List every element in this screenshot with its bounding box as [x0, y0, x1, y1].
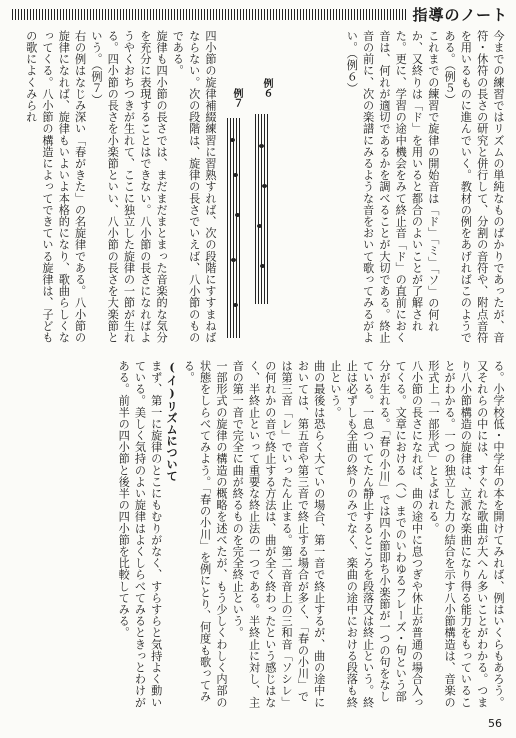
- page-number: 56: [488, 717, 502, 730]
- paragraph-haru-ga-kita: 右の例はなじみ深い「春がきた」の名旋律である。八小節の旋律になれば、旋律もいよいよ本格的になり、歌曲らしくなってくる。八小節の構造によってできている旋律は、子どもの歌によくみられ: [24, 30, 87, 344]
- note: [260, 264, 265, 268]
- note: [231, 258, 236, 262]
- page-header: [12, 4, 508, 26]
- paragraph-next-stage: 四小節の旋律補綴練習に習熟すれば、次の段階にすすまねばならない。次の段階は、旋律の長さでいえば、八小節のものである。: [171, 30, 217, 344]
- note: [262, 184, 267, 188]
- lower-form-text: [8, 360, 506, 710]
- paragraph-half-cadence: 曲の最後は恐らく大ていの場合、第一音で終止するが、曲の途中においては、第五音や第三音で終止する場合が多く、「春の小川」では第三音「レ」でいったん止まる。第二音音上の三和音「ソシレ」の何れかの音で終止する方法は、曲が全く終わったという感じはなく、半終止といって重要な終止法の一つである。半終止に対し、主音の第一音で完全に曲が終るものを完全終止という。: [231, 360, 326, 708]
- example-6-staff: [255, 114, 271, 304]
- paragraph-cadence: これまでの練習で旋律の開始音は「ド」「ミ」「ソ」の何れか、又終りは「ド」を用いると都合のよいことが了解された。更に、学習の途中機会をみて終止音「ド」の直前におく音は、何れが適切であるかを調べることが大切である。終止音の前に、次の楽譜にみるような音をおいて歌ってみるがよい。（例６）: [345, 30, 440, 344]
- note: [233, 173, 238, 177]
- header-decoration: [12, 9, 412, 20]
- note: [259, 144, 264, 148]
- paragraph-phrase-cadence: 八小節の長さになれば、曲の途中に息つぎや休止が普通の場合入ってくる。文章における（、）までのいわゆるフレーズ・句という部分が生れる。「春の小川」では四小節即ち小楽節が一つの句をなしている。一息ついてたん静止するところを段落又は終止という。終止は必ずしも全曲の終りのみでなく、楽曲の途中における段落も終止という。: [329, 360, 424, 708]
- upper-eight-bar-text: [8, 30, 218, 348]
- paragraph-one-part-form: る。小学校低・中学年の本を開けてみれば、例はいくらもあろう。又それらの中には、すぐれた歌曲が大へん多いことがわかる。つまり八小節構造の旋律は、立派な楽曲になり得る能力をもっていることがわかる。一つの独立した力の結合を示す八小節構造は、音楽の形式上「一部形式」とよばれる。: [426, 360, 505, 708]
- example-6-label: 例６: [261, 78, 272, 98]
- paragraph-melody-analysis: まず、第一に旋律のとこにもむりがなく、すらすらと気持よく動いている。美しく気持のよい旋律はよくしらべてみるときっとわけがある。前半の四小節と後半の四小節を比較してみる。: [117, 360, 163, 708]
- upper-intro-text: [292, 30, 506, 348]
- note: [235, 213, 240, 217]
- note: [230, 138, 235, 142]
- music-examples: [221, 78, 277, 340]
- example-7-label: 例７: [231, 88, 242, 108]
- paragraph-structure: 一部形式の旋律の構造の概略を述べたが、もう少しくわしく内部の状態をしらべてみよう。「春の小川」を例にとり、何度も歌ってみる。: [182, 360, 228, 708]
- note: [233, 303, 238, 307]
- header-title: 指導のノート: [406, 4, 508, 25]
- paragraph-rhythm: 今までの練習ではリズムの単純なものばかりであったが、音符・休符の長さの研究と併行して、分割の音符や、附点音符を用いるものに進んでいく。教材の例をあげればこのようである。（例５）: [443, 30, 505, 344]
- section-heading-rhythm: (イ)リズムについて: [165, 360, 180, 482]
- paragraph-phrase: 旋律も四小節の長さでは、まだまだまとまった音楽的な気分を充分に表現することはできない。八小節の長さになればようやくおちつきが生れて、ここに独立した旋律の一節が生れる。四小節の長さを小楽節といい、八小節の長さを大楽節という。（例７）: [89, 30, 169, 344]
- example-7-staff: [227, 118, 243, 338]
- note: [257, 224, 262, 228]
